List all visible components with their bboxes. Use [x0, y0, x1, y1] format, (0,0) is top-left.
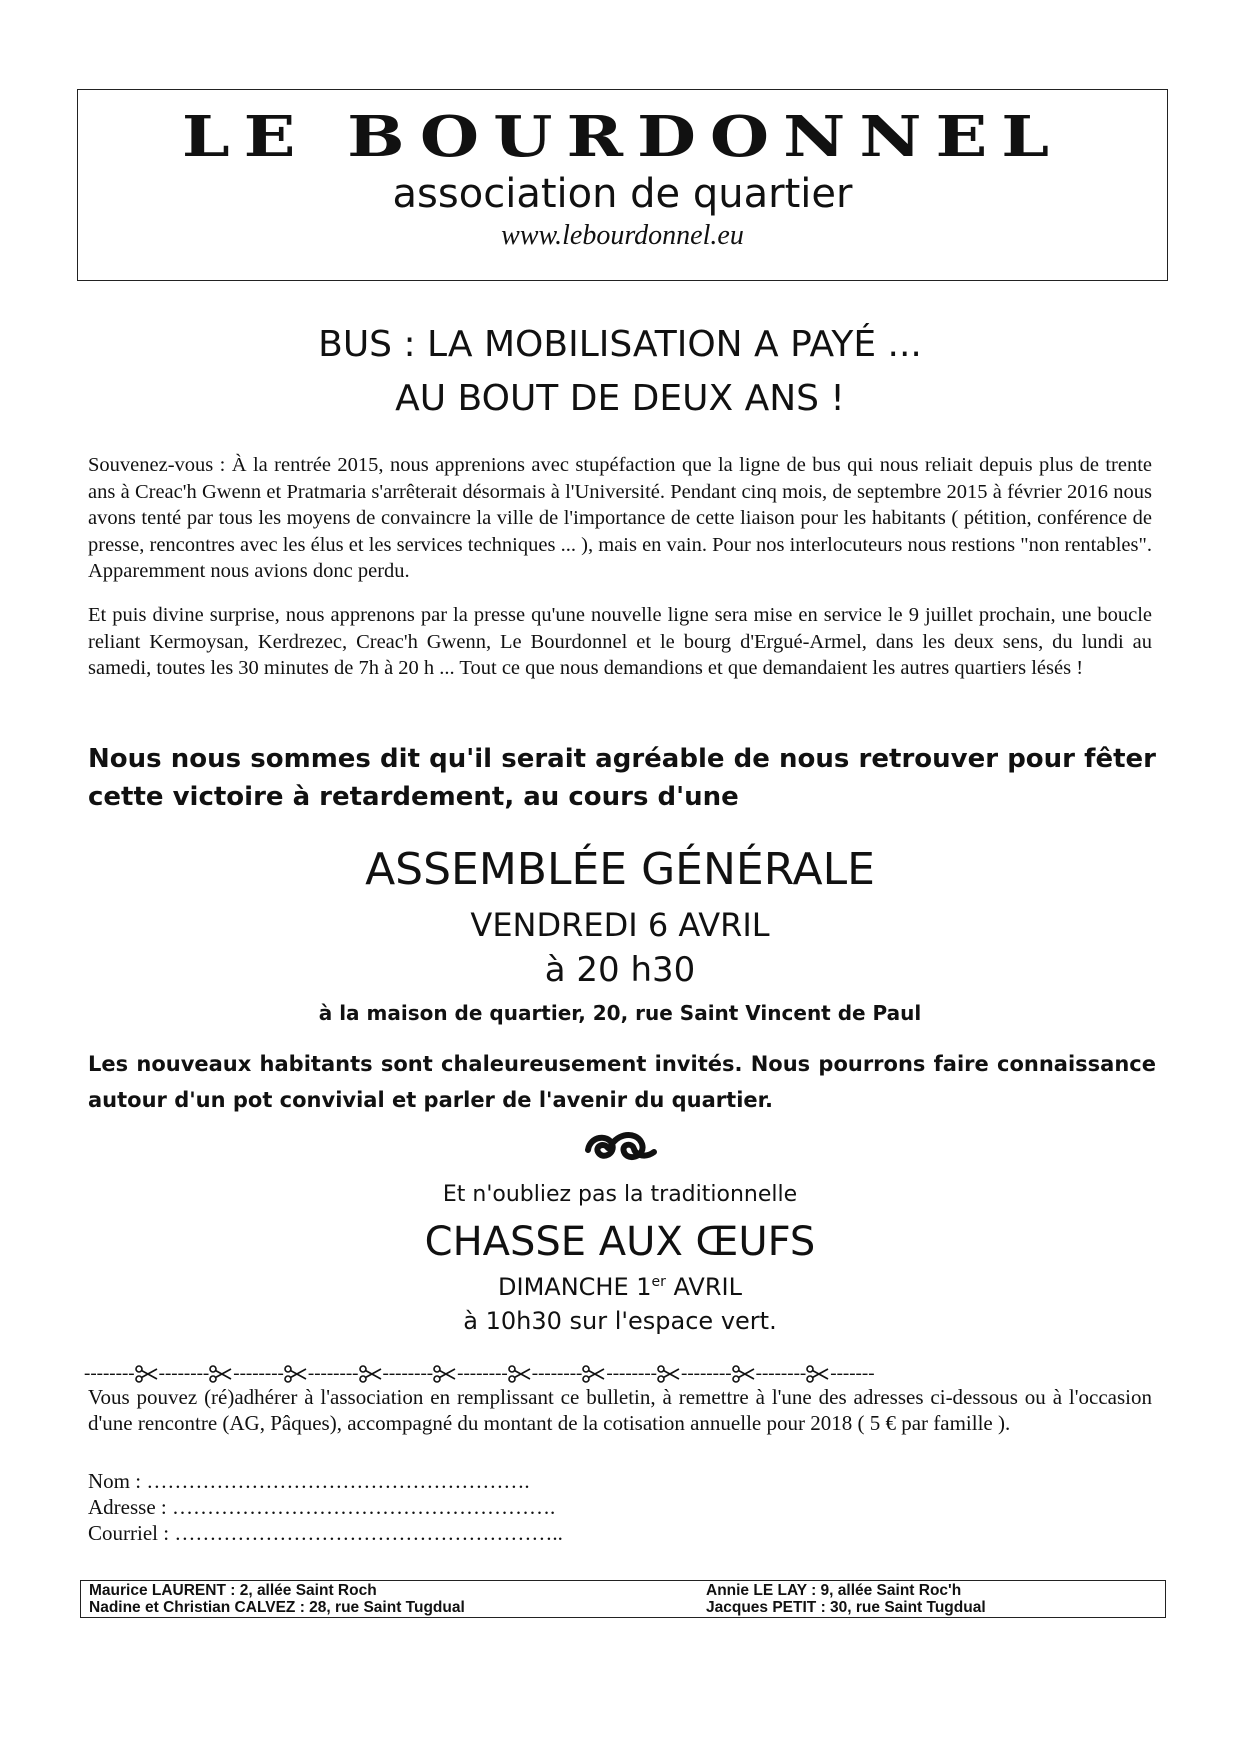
cut-dash: -------- — [606, 1363, 657, 1384]
scissors-icon — [359, 1365, 383, 1383]
easter-date-suffix: AVRIL — [665, 1273, 742, 1301]
scissors-icon — [135, 1365, 159, 1383]
scissors-icon — [508, 1365, 532, 1383]
header-box — [77, 89, 1168, 281]
headline — [0, 318, 1240, 426]
contact-le-lay: Annie LE LAY : 9, allée Saint Roc'h — [706, 1582, 962, 1599]
invite-paragraph: Nous nous sommes dit qu'il serait agréable de nous retrouver pour fêter cette victoire à retardement, au cours d'une — [88, 744, 1156, 812]
address-field: Adresse : ………………………………………………. — [88, 1495, 556, 1519]
brand-subtitle: association de quartier — [392, 171, 853, 217]
easter-intro: Et n'oubliez pas la traditionnelle — [442, 1182, 798, 1207]
cut-dash: -------- — [681, 1363, 732, 1384]
contact-laurent: Maurice LAURENT : 2, allée Saint Roch — [89, 1582, 377, 1599]
scissors-icon — [433, 1365, 457, 1383]
cut-line — [84, 1363, 1164, 1385]
scissors-icon — [806, 1365, 830, 1383]
cut-dash: -------- — [382, 1363, 434, 1384]
scissors-icon — [582, 1365, 606, 1383]
news-paragraph: Et puis divine surprise, nous apprenons par la presse qu'une nouvelle ligne sera mise en service le 9 juillet prochain, une boucle reliant Kermoysan, Kerdrezec, Creac'h Gwenn, Le Bourdonnel et le bourg d'Ergué-Armel, dans les deux sens, du lundi au samedi, toutes les 30 minutes de 7h à 20 h ... Tout ce que nous demandions et que demandaient les autres quartiers lésés ! — [88, 604, 1152, 679]
easter-date-prefix: DIMANCHE 1 — [498, 1273, 652, 1301]
cut-dash: -------- — [457, 1363, 508, 1384]
contact-calvez: Nadine et Christian CALVEZ : 28, rue Saint Tugdual — [89, 1599, 465, 1616]
cut-dash: -------- — [84, 1363, 135, 1384]
welcome-paragraph: Les nouveaux habitants sont chaleureusement invités. Nous pourrons faire connaissance autour d'un pot convivial et parler de l'avenir du quartier. — [88, 1052, 1156, 1112]
cut-dash: -------- — [531, 1363, 583, 1384]
scissors-icon — [209, 1365, 233, 1383]
assembly-place: à la maison de quartier, 20, rue Saint Vincent de Paul — [318, 1001, 922, 1025]
email-field: Courriel : ……………………………………………….. — [88, 1521, 563, 1545]
cut-dash: -------- — [158, 1363, 210, 1384]
brand-title: LE BOURDONNEL — [181, 104, 1064, 170]
assembly-time: à 20 h30 — [544, 950, 696, 990]
cut-dash-end: ------- — [830, 1363, 875, 1384]
website-link[interactable]: www.lebourdonnel.eu — [501, 220, 744, 251]
scissors-icon — [284, 1365, 308, 1383]
intro-paragraph: Souvenez-vous : À la rentrée 2015, nous apprenions avec stupéfaction que la ligne de bus qui nous reliait depuis plus de trente ans à Creac'h Gwenn et Pratmaria s'arrêterait désormais à l'Université. Pendant cinq mois, de septembre 2015 à février 2016 nous avons tenté par tous les moyens de convaincre la ville de l'importance de cette liaison pour les habitants ( pétition, conférence de presse, rencontres avec les élus et les services techniques ... ), mais en vain. Pour nos interlocuteurs nous restions "non rentables". Apparemment nous avions donc perdu. — [88, 454, 1152, 582]
assembly-title: ASSEMBLÉE GÉNÉRALE — [365, 844, 875, 895]
cut-dash: -------- — [755, 1363, 807, 1384]
headline-line-2: AU BOUT DE DEUX ANS ! — [395, 378, 845, 419]
assembly-date: VENDREDI 6 AVRIL — [470, 906, 770, 944]
scissors-icon — [732, 1365, 756, 1383]
name-field: Nom : ………………………………………………. — [88, 1469, 530, 1493]
easter-title: CHASSE AUX ŒUFS — [424, 1219, 816, 1265]
headline-line-1: BUS : LA MOBILISATION A PAYÉ ... — [318, 324, 922, 365]
scissors-icon — [657, 1365, 681, 1383]
cut-dash: -------- — [233, 1363, 284, 1384]
cut-dash: -------- — [307, 1363, 359, 1384]
easter-date-sup: er — [651, 1274, 666, 1290]
contact-petit: Jacques PETIT : 30, rue Saint Tugdual — [706, 1599, 986, 1616]
easter-date — [0, 1270, 1240, 1304]
membership-text: Vous pouvez (ré)adhérer à l'association en remplissant ce bulletin, à remettre à l'une des adresses ci-dessous ou à l'occasion d'une rencontre (AG, Pâques), accompagné du montant de la cotisation annuelle pour 2018 ( 5 € par famille ). — [88, 1385, 1152, 1435]
contacts-box — [80, 1580, 1166, 1618]
ornament-icon — [580, 1122, 660, 1172]
easter-place: à 10h30 sur l'espace vert. — [463, 1307, 777, 1335]
